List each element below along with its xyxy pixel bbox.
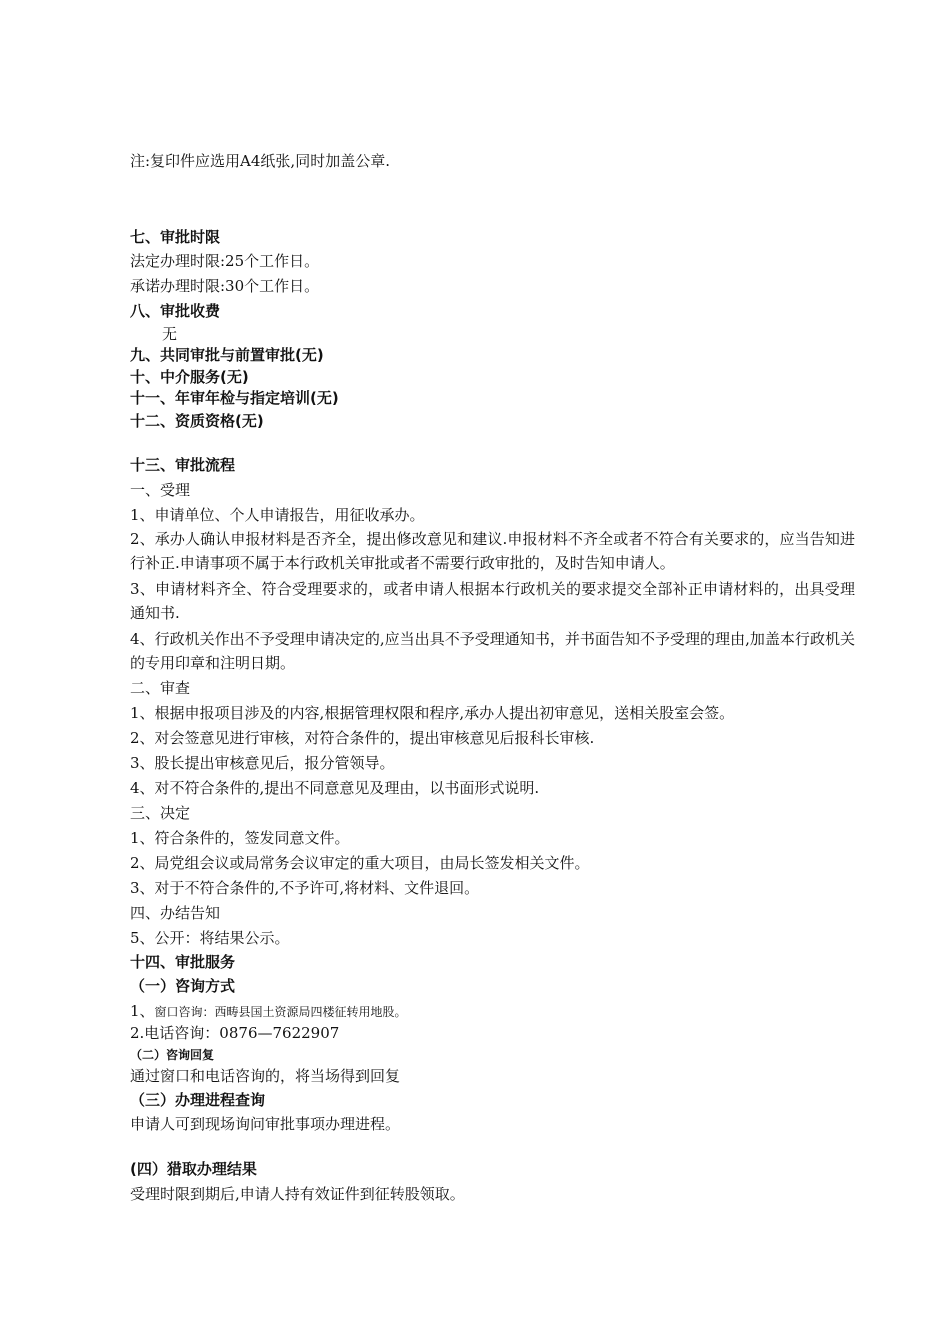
consult-reply-title: （二）咨询回复 bbox=[130, 1048, 215, 1062]
note-text: 注:复印件应选用A4纸张,同时加盖公章. bbox=[130, 152, 390, 170]
accept-item-1: 1、申请单位、个人申请报告，用征收承办。 bbox=[130, 506, 425, 524]
review-item-1: 1、根据申报项目涉及的内容,根据管理权限和程序,承办人提出初审意见，送相关股室会签。 bbox=[130, 704, 735, 722]
notify-item-1: 5、公开：将结果公示。 bbox=[130, 929, 290, 947]
progress-query-text: 申请人可到现场询问审批事项办理进程。 bbox=[130, 1115, 401, 1133]
progress-query-title: （三）办理进程查询 bbox=[130, 1091, 266, 1109]
accept-item-4: 4、行政机关作出不予受理申请决定的,应当出具不予受理通知书，并书面告知不予受理的理由,加盖本行政机关的专用印章和注明日期。 bbox=[130, 630, 855, 672]
section-8-heading: 八、审批收费 bbox=[130, 302, 221, 320]
consult-window-line bbox=[130, 1002, 407, 1021]
section-7-line-1: 法定办理时限:25个工作日。 bbox=[130, 252, 320, 270]
section-10-heading: 十、中介服务(无) bbox=[130, 368, 249, 386]
result-retrieval-text: 受理时限到期后,申请人持有效证件到征转股领取。 bbox=[130, 1185, 465, 1203]
section-9-heading: 九、共同审批与前置审批(无) bbox=[130, 346, 324, 364]
section-8-line-1: 无 bbox=[162, 325, 178, 343]
consult-window-prefix: 1、 bbox=[130, 1002, 155, 1020]
result-retrieval-title: (四）猎取办理结果 bbox=[130, 1160, 257, 1178]
decision-item-3: 3、对于不符合条件的,不予许可,将材料、文件退回。 bbox=[130, 879, 480, 897]
consult-window-text: 窗口咨询：西畴县国土资源局四楼征转用地股。 bbox=[154, 1005, 407, 1019]
decision-title: 三、决定 bbox=[130, 804, 191, 822]
accept-item-2: 2、承办人确认申报材料是否齐全，提出修改意见和建议.申报材料不齐全或者不符合有关要求的，应当告知进行补正.申请事项不属于本行政机关审批或者不需要行政审批的，及时告知申请人。 bbox=[130, 530, 855, 572]
accept-item-3: 3、申请材料齐全、符合受理要求的，或者申请人根据本行政机关的要求提交全部补正申请材料的，出具受理通知书. bbox=[130, 580, 855, 622]
review-item-4: 4、对不符合条件的,提出不同意意见及理由，以书面形式说明. bbox=[130, 779, 540, 797]
section-13-heading: 十三、审批流程 bbox=[130, 456, 236, 474]
section-7-line-2: 承诺办理时限:30个工作日。 bbox=[130, 277, 320, 295]
decision-item-2: 2、局党组会议或局常务会议审定的重大项目，由局长签发相关文件。 bbox=[130, 854, 590, 872]
review-item-3: 3、股长提出审核意见后，报分管领导。 bbox=[130, 754, 395, 772]
notify-title: 四、办结告知 bbox=[130, 904, 221, 922]
section-7-heading: 七、审批时限 bbox=[130, 228, 221, 246]
consult-reply-text: 通过窗口和电话咨询的，将当场得到回复 bbox=[130, 1067, 401, 1085]
section-11-heading: 十一、年审年检与指定培训(无) bbox=[130, 389, 339, 407]
consult-phone-line: 2.电话咨询：0876—7622907 bbox=[130, 1024, 340, 1042]
review-item-2: 2、对会签意见进行审核，对符合条件的，提出审核意见后报科长审核. bbox=[130, 729, 595, 747]
section-14-heading: 十四、审批服务 bbox=[130, 953, 236, 971]
section-12-heading: 十二、资质资格(无) bbox=[130, 412, 264, 430]
accept-title: 一、受理 bbox=[130, 481, 191, 499]
consult-method-title: （一）咨询方式 bbox=[130, 977, 236, 995]
decision-item-1: 1、符合条件的，签发同意文件。 bbox=[130, 829, 350, 847]
review-title: 二、审查 bbox=[130, 679, 191, 697]
